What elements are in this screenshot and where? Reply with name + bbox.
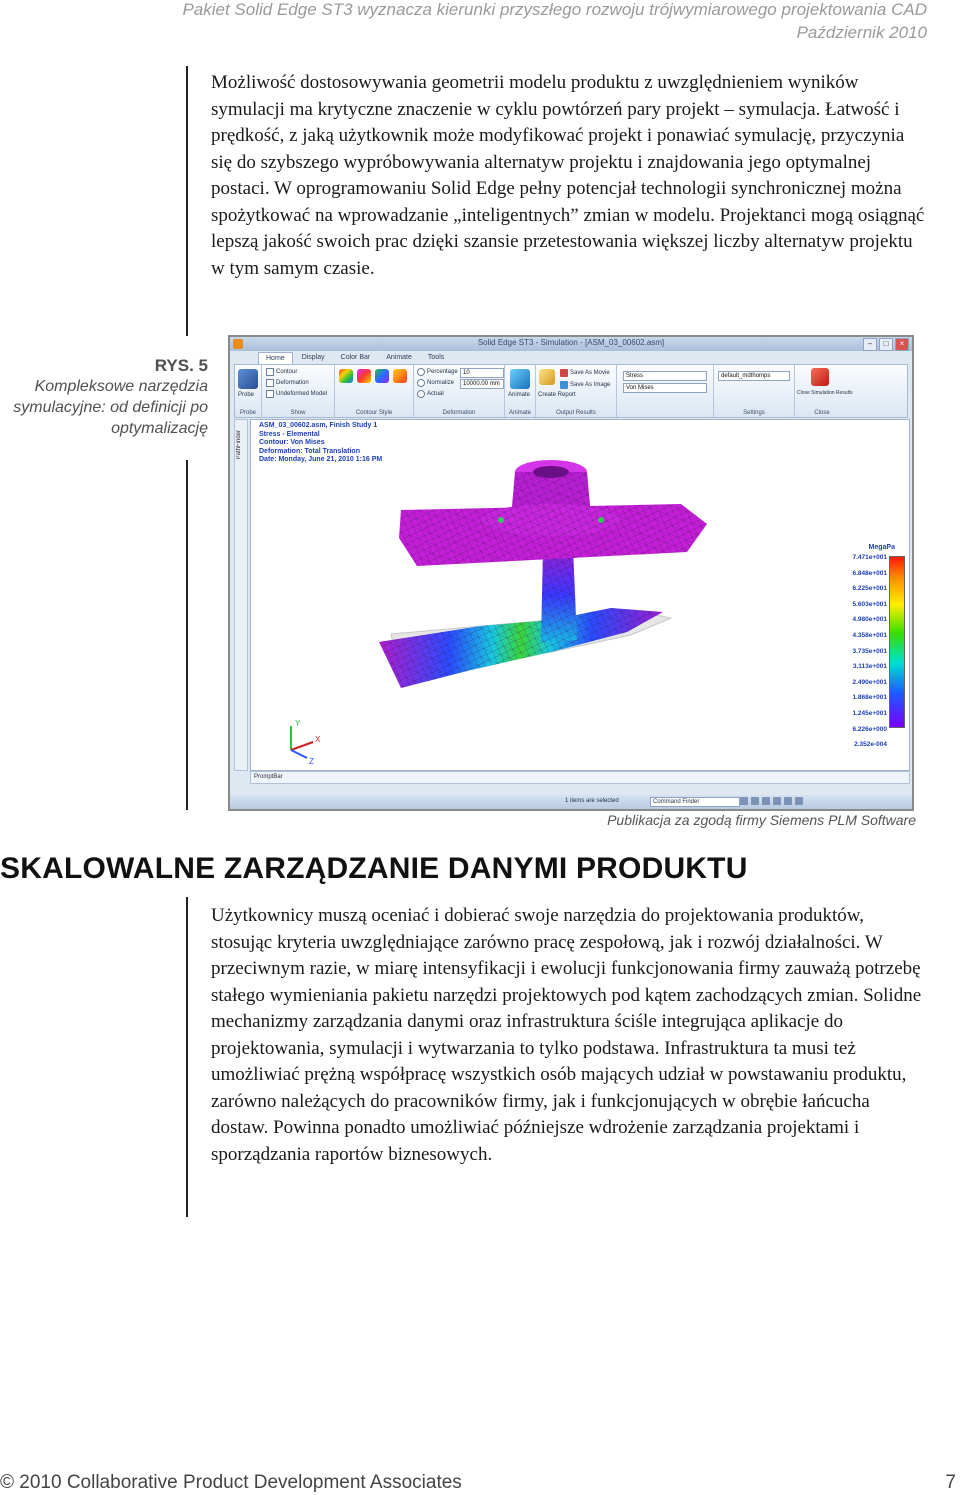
percentage-radio[interactable] — [417, 368, 425, 376]
probe-icon[interactable] — [238, 369, 258, 389]
group-close — [795, 365, 853, 417]
info-line-file: ASM_03_00602.asm, Finish Study 1 — [259, 422, 378, 429]
deformed-arm-mesh — [379, 608, 663, 688]
group-output-results — [536, 365, 617, 417]
window-titlebar — [230, 337, 912, 351]
page-number: 7 — [945, 1472, 956, 1493]
pathfinder-pane[interactable] — [234, 419, 248, 771]
undeformed-label: Undeformed Model — [276, 391, 328, 397]
undeformed-checkbox[interactable] — [266, 390, 274, 398]
legend-value: 5.603e+001 — [852, 600, 887, 608]
axes-triad — [291, 719, 321, 766]
group-label-settings: Settings — [743, 410, 765, 416]
view-controls — [740, 797, 803, 805]
ribbon-tabs — [258, 352, 451, 364]
fea-model-render — [251, 420, 909, 770]
legend-value: 3.113e+001 — [852, 663, 887, 671]
status-bar — [230, 795, 912, 809]
legend-value: 2.490e+001 — [852, 678, 887, 686]
bolt-1 — [498, 517, 504, 523]
legend-value: 7.471e+001 — [852, 554, 887, 561]
group-label-close: Close — [814, 410, 830, 416]
legend-unit: MegaPa — [868, 544, 895, 551]
normalize-input[interactable]: 10000.00 mm — [460, 379, 504, 389]
running-header-title: Pakiet Solid Edge ST3 wyznacza kierunki przyszłego rozwoju trójwymiarowego projektowania CAD — [182, 0, 927, 19]
close-window-button[interactable]: × — [895, 338, 909, 351]
animate-button[interactable]: Animate — [508, 392, 531, 398]
contour-style-icon-3[interactable] — [375, 369, 389, 383]
prompt-bar[interactable] — [250, 771, 910, 784]
stem-mesh — [541, 548, 577, 642]
contour-label: Contour — [276, 369, 298, 375]
section-heading: SKALOWALNE ZARZĄDZANIE DANYMI PRODUKTU — [0, 852, 748, 885]
legend-value: 4.358e+001 — [852, 631, 887, 639]
actual-radio[interactable] — [417, 390, 425, 398]
command-finder-input[interactable]: Command Finder — [650, 797, 740, 807]
tab-color-bar[interactable]: Color Bar — [340, 354, 371, 361]
legend-value: 2.352e-004 — [854, 741, 887, 749]
intro-paragraph: Możliwość dostosowywania geometrii modelu produktu z uwzględnieniem wyników symulacji ma krytyczne znaczenie w cyklu powtórzeń pary projekt – symulacja. Łatwość i prędkość, z jaką użytkownik może modyfikować projekt i ponawiać symulację, przyczynia się do szybszego wypróbowywania alternatyw projektu i znajdowania jego optymalnej postaci. W oprogramowaniu Solid Edge pełny potencjał technologii synchronicznej można spożytkować na wprowadzanie „inteligentnych” zmian w modelu. Projektanci mogą osiągnąć lepszą jakość swoich prac dzięki szansie przetestowania większej liczby alternatyw projektu w tym samym czasie. — [211, 72, 925, 279]
fit-icon[interactable] — [751, 797, 759, 805]
hub-bore — [533, 466, 569, 478]
info-line-deformation: Deformation: Total Translation — [259, 447, 360, 455]
movie-icon — [560, 369, 568, 377]
maximize-button[interactable]: □ — [879, 338, 893, 351]
group-animate — [505, 365, 536, 417]
color-legend-bar — [889, 556, 905, 728]
info-line-stress: Stress - Elemental — [259, 430, 320, 438]
bolt-2 — [598, 517, 604, 523]
legend-value: 1.245e+001 — [852, 709, 887, 717]
tab-tools[interactable]: Tools — [427, 354, 445, 361]
save-movie-button[interactable] — [560, 369, 610, 377]
save-movie-label: Save As Movie — [570, 370, 610, 376]
margin-rule-bottom — [186, 897, 188, 1217]
window-controls — [863, 338, 909, 351]
contour-checkbox[interactable] — [266, 368, 274, 376]
percentage-option[interactable] — [417, 368, 458, 376]
pan-icon[interactable] — [762, 797, 770, 805]
percentage-label: Percentage — [427, 369, 458, 375]
image-icon — [560, 381, 568, 389]
figure-credit: Publikacja za zgodą firmy Siemens PLM Software — [607, 812, 916, 828]
tab-home[interactable]: Home — [258, 352, 293, 364]
running-header-date: Październik 2010 — [796, 23, 927, 42]
group-label-contour-style: Contour Style — [355, 410, 393, 416]
contour-toggle[interactable] — [266, 368, 297, 376]
settings-select[interactable]: default_mdthomps — [718, 371, 790, 381]
contour-style-icon-4[interactable] — [393, 369, 407, 383]
contour-style-icon-1[interactable] — [339, 369, 353, 383]
window-title: Solid Edge ST3 - Simulation - [ASM_03_00602.asm] — [477, 338, 665, 347]
group-probe — [235, 365, 262, 417]
group-label-deformation: Deformation — [442, 410, 476, 416]
rotate-icon[interactable] — [773, 797, 781, 805]
group-label-show: Show — [290, 410, 306, 416]
group-label-animate: Animate — [508, 410, 531, 416]
legend-value: 6.226e+000 — [852, 725, 887, 733]
margin-rule-figure — [186, 460, 188, 810]
margin-rule-top — [186, 66, 188, 336]
group-show — [262, 365, 335, 417]
axis-label-y: Y — [295, 719, 301, 728]
view-orient-icon[interactable] — [784, 797, 792, 805]
info-line-contour: Contour: Von Mises — [259, 439, 325, 447]
legend-value: 1.868e+001 — [852, 694, 887, 702]
normalize-option[interactable] — [417, 379, 454, 387]
legend-value: 6.225e+001 — [852, 585, 887, 593]
prompt-bar-label: PromptBar — [254, 774, 283, 780]
actual-label: Actual — [427, 391, 444, 397]
legend-values — [852, 550, 887, 753]
tab-animate[interactable]: Animate — [386, 354, 412, 361]
normalize-label: Normalize — [427, 380, 455, 386]
legend-value: 3.735e+001 — [852, 647, 887, 655]
group-label-probe: Probe — [239, 410, 256, 416]
deformation-checkbox[interactable] — [266, 379, 274, 387]
figure-caption: Kompleksowe narzędzia symulacyjne: od definicji po optymalizację — [13, 378, 208, 437]
display-mode-icon[interactable] — [795, 797, 803, 805]
close-simulation-button[interactable]: Close Simulation Results — [797, 390, 853, 396]
legend-value: 6.848e+001 — [852, 569, 887, 577]
info-line-date: Date: Monday, June 21, 2010 1:16 PM — [259, 456, 383, 464]
axis-label-x: X — [315, 735, 321, 744]
animate-icon[interactable] — [510, 369, 530, 389]
percentage-input[interactable]: 10 — [460, 368, 504, 378]
save-image-button[interactable] — [560, 381, 610, 389]
section-paragraph: Użytkownicy muszą oceniać i dobierać swoje narzędzia do projektowania produktów, stosując kryteria uwzględniające zarówno pracę zespołową, jak i rozwój działalności. W przeciwnym razie, w miarę intensyfikacji i ewolucji funkcjonowania firmy zauważą potrzebę stałego wymieniania pakietu narzędzi projektowych pod kątem zachodzących zmian. Solidne mechanizmy zarządzania danymi oraz infrastruktura ściśle integrująca aplikacje do projektowania, symulacji i wytwarzania to tylko podstawa. Infrastruktura ta musi też umożliwiać prężną współpracę wszystkich osób mających udział w powstawaniu produktu, zarówno należących do pracowników firmy, jak i funkcjonujących w obrębie łańcucha dostaw. Powinna ponadto umożliwiać późniejsze wdrożenie zarządzania projektami i sporządzania raportów biznesowych. — [211, 905, 922, 1165]
create-report-button[interactable]: Create Report — [538, 392, 576, 398]
group-contour-style — [335, 365, 414, 417]
group-label-output-results: Output Results — [556, 410, 596, 416]
tab-display[interactable]: Display — [301, 354, 325, 361]
zoom-icon[interactable] — [740, 797, 748, 805]
footer-copyright: © 2010 Collaborative Product Development Associates — [0, 1472, 462, 1493]
contour-style-icon-2[interactable] — [357, 369, 371, 383]
create-report-icon[interactable] — [539, 369, 555, 385]
legend-value: 4.980e+001 — [852, 616, 887, 624]
probe-button[interactable]: Probe — [238, 392, 255, 398]
group-data-selection — [617, 365, 714, 417]
selection-status: 1 items are selected — [565, 798, 619, 804]
graphics-viewport[interactable] — [250, 419, 910, 771]
axis-label-z: Z — [309, 757, 314, 766]
save-image-label: Save As Image — [570, 382, 611, 388]
page-footer — [0, 1470, 960, 1495]
undeformed-toggle[interactable] — [266, 390, 327, 398]
group-deformation — [414, 365, 505, 417]
group-settings — [714, 365, 795, 417]
deformation-toggle[interactable] — [266, 379, 309, 387]
figure-number: RYS. 5 — [154, 356, 208, 375]
close-simulation-icon[interactable] — [811, 368, 829, 386]
minimize-button[interactable]: – — [863, 338, 877, 351]
figure-label — [0, 356, 208, 439]
ribbon — [234, 364, 908, 418]
deformation-label: Deformation — [276, 380, 309, 386]
pathfinder-label: PathFinder — [236, 430, 242, 460]
result-type-select[interactable]: Stress — [623, 371, 707, 381]
normalize-radio[interactable] — [417, 379, 425, 387]
result-component-select[interactable]: Von Mises — [623, 383, 707, 393]
simulation-screenshot — [228, 335, 914, 811]
actual-option[interactable] — [417, 390, 444, 398]
